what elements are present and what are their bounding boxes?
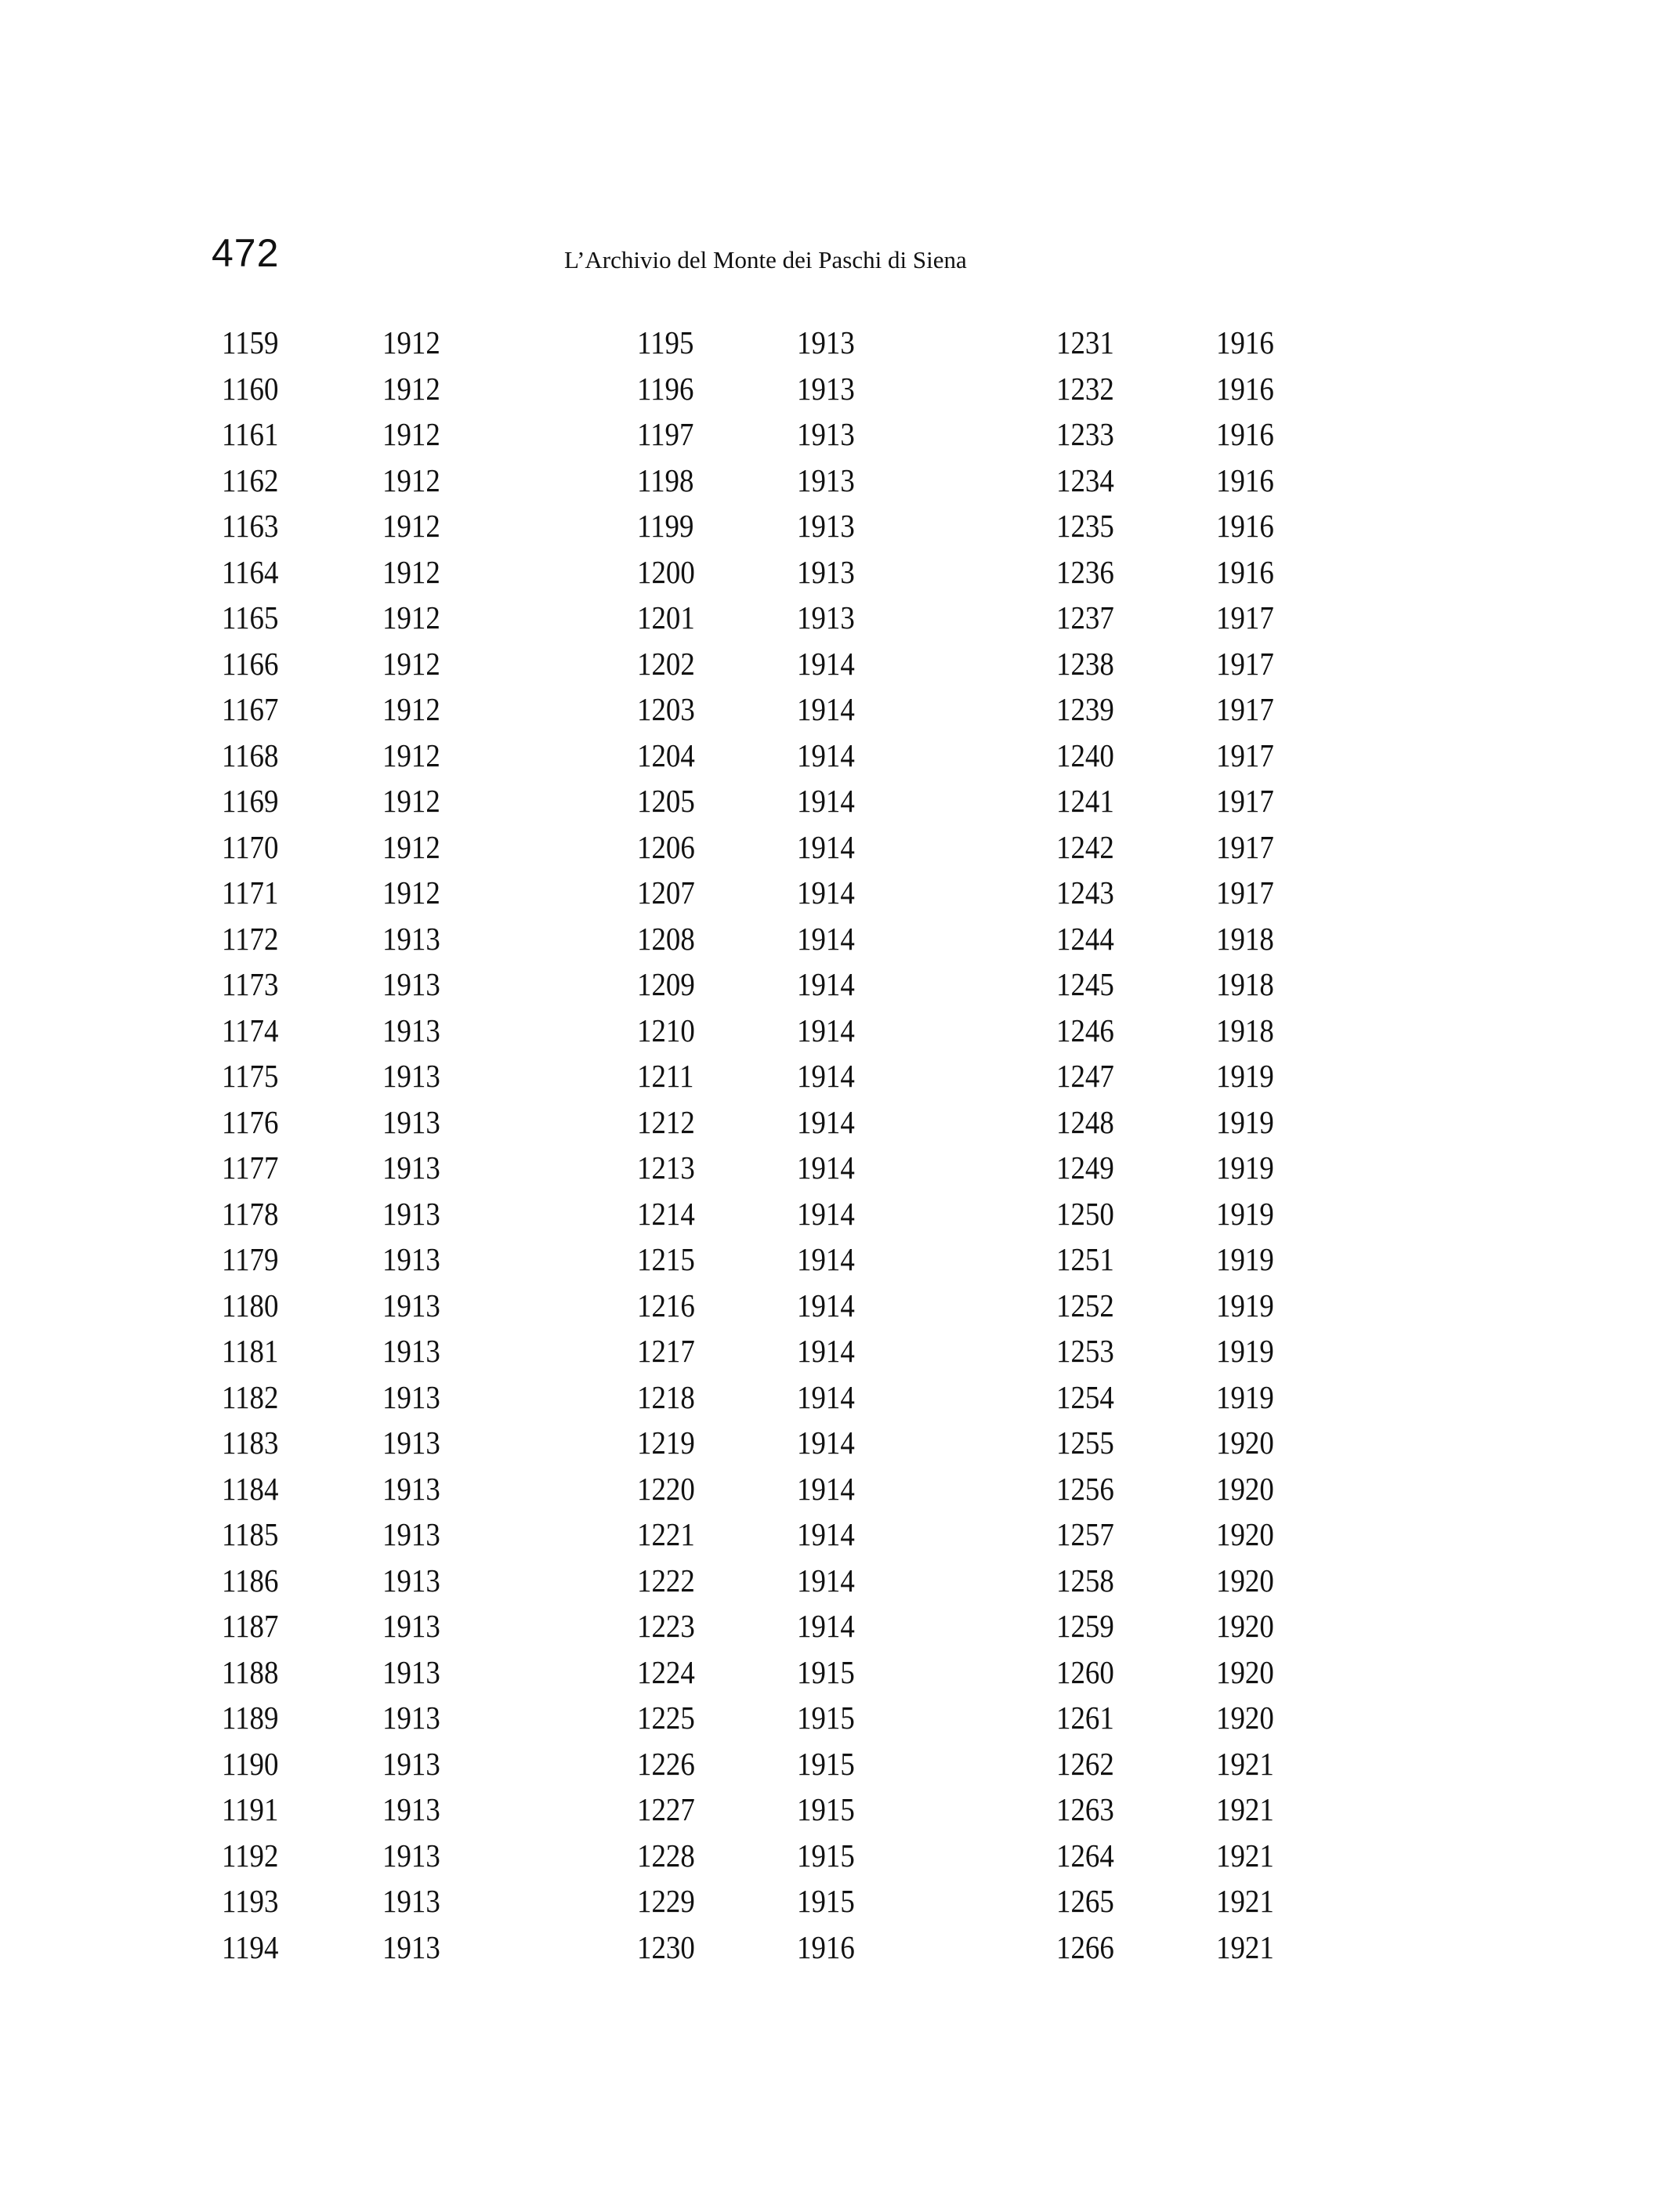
item-year: 1921	[1216, 1929, 1274, 1965]
item-year: 1914	[797, 1516, 855, 1552]
table-row	[0, 1328, 1680, 1374]
item-number: 1199	[637, 508, 694, 544]
item-number: 1233	[1056, 416, 1114, 452]
item-year: 1914	[797, 1287, 855, 1323]
item-number: 1237	[1056, 599, 1114, 635]
item-year: 1921	[1216, 1791, 1274, 1827]
item-number: 1224	[637, 1654, 695, 1690]
item-year: 1916	[797, 1929, 855, 1965]
item-year: 1913	[797, 416, 855, 452]
item-number: 1250	[1056, 1196, 1114, 1232]
item-year: 1913	[797, 371, 855, 407]
item-year: 1914	[797, 874, 855, 911]
table-row	[0, 1191, 1680, 1236]
item-number: 1217	[637, 1333, 695, 1369]
item-number: 1162	[222, 462, 279, 498]
item-year: 1913	[797, 554, 855, 590]
item-year: 1913	[382, 1791, 440, 1827]
item-number: 1259	[1056, 1608, 1114, 1644]
item-number: 1182	[222, 1379, 279, 1415]
item-number: 1262	[1056, 1746, 1114, 1782]
item-year: 1920	[1216, 1562, 1274, 1598]
item-number: 1181	[222, 1333, 279, 1369]
item-number: 1220	[637, 1471, 695, 1507]
item-number: 1173	[222, 966, 279, 1002]
item-year: 1914	[797, 1425, 855, 1461]
item-year: 1917	[1216, 646, 1274, 682]
item-year: 1913	[382, 1196, 440, 1232]
item-number: 1254	[1056, 1379, 1114, 1415]
item-number: 1219	[637, 1425, 695, 1461]
item-number: 1164	[222, 554, 279, 590]
item-year: 1916	[1216, 416, 1274, 452]
item-number: 1183	[222, 1425, 279, 1461]
item-number: 1227	[637, 1791, 695, 1827]
item-number: 1229	[637, 1883, 695, 1919]
table-row	[0, 1787, 1680, 1832]
item-number: 1194	[222, 1929, 279, 1965]
table-row	[0, 595, 1680, 640]
table-row	[0, 366, 1680, 411]
item-number: 1180	[222, 1287, 279, 1323]
item-year: 1912	[382, 324, 440, 360]
table-row	[0, 1558, 1680, 1603]
item-number: 1196	[637, 371, 694, 407]
item-year: 1914	[797, 829, 855, 865]
item-year: 1914	[797, 1471, 855, 1507]
table-row	[0, 1924, 1680, 1970]
item-number: 1200	[637, 554, 695, 590]
item-number: 1168	[222, 737, 279, 773]
item-year: 1919	[1216, 1104, 1274, 1140]
item-year: 1913	[797, 462, 855, 498]
item-number: 1176	[222, 1104, 279, 1140]
item-year: 1913	[797, 508, 855, 544]
item-number: 1192	[222, 1837, 279, 1874]
running-title: L’Archivio del Monte dei Paschi di Siena	[564, 246, 967, 273]
item-year: 1920	[1216, 1471, 1274, 1507]
item-year: 1914	[797, 1608, 855, 1644]
item-year: 1912	[382, 691, 440, 727]
table-row	[0, 1099, 1680, 1145]
item-number: 1231	[1056, 324, 1114, 360]
item-year: 1914	[797, 1241, 855, 1277]
item-number: 1266	[1056, 1929, 1114, 1965]
item-year: 1912	[382, 829, 440, 865]
item-year: 1915	[797, 1700, 855, 1736]
item-number: 1198	[637, 462, 694, 498]
item-number: 1214	[637, 1196, 695, 1232]
item-number: 1236	[1056, 554, 1114, 590]
item-number: 1188	[222, 1654, 279, 1690]
table-row	[0, 411, 1680, 457]
item-year: 1917	[1216, 599, 1274, 635]
item-year: 1913	[382, 1746, 440, 1782]
item-year: 1921	[1216, 1837, 1274, 1874]
item-year: 1914	[797, 783, 855, 819]
item-number: 1160	[222, 371, 279, 407]
page-number: 472	[212, 231, 280, 275]
table-row	[0, 1145, 1680, 1190]
item-number: 1235	[1056, 508, 1114, 544]
item-number: 1244	[1056, 921, 1114, 957]
item-number: 1228	[637, 1837, 695, 1874]
item-number: 1195	[637, 324, 694, 360]
item-year: 1912	[382, 783, 440, 819]
item-number: 1247	[1056, 1058, 1114, 1094]
item-number: 1174	[222, 1012, 279, 1048]
item-year: 1919	[1216, 1058, 1274, 1094]
item-number: 1184	[222, 1471, 279, 1507]
item-year: 1913	[382, 1562, 440, 1598]
item-year: 1913	[382, 1883, 440, 1919]
item-number: 1226	[637, 1746, 695, 1782]
item-number: 1256	[1056, 1471, 1114, 1507]
item-year: 1913	[382, 1333, 440, 1369]
item-number: 1190	[222, 1746, 279, 1782]
item-number: 1166	[222, 646, 279, 682]
table-row	[0, 1053, 1680, 1099]
item-number: 1241	[1056, 783, 1114, 819]
item-year: 1916	[1216, 324, 1274, 360]
item-year: 1912	[382, 554, 440, 590]
item-year: 1916	[1216, 462, 1274, 498]
table-row	[0, 778, 1680, 824]
table-row	[0, 320, 1680, 365]
item-number: 1238	[1056, 646, 1114, 682]
item-year: 1912	[382, 416, 440, 452]
table-row	[0, 1236, 1680, 1282]
item-year: 1913	[382, 1104, 440, 1140]
item-number: 1258	[1056, 1562, 1114, 1598]
item-year: 1914	[797, 646, 855, 682]
item-number: 1218	[637, 1379, 695, 1415]
item-year: 1913	[382, 1471, 440, 1507]
item-number: 1221	[637, 1516, 695, 1552]
item-number: 1186	[222, 1562, 279, 1598]
item-number: 1230	[637, 1929, 695, 1965]
item-number: 1179	[222, 1241, 279, 1277]
table-row	[0, 641, 1680, 686]
item-number: 1170	[222, 829, 279, 865]
item-year: 1912	[382, 508, 440, 544]
item-year: 1917	[1216, 783, 1274, 819]
item-year: 1915	[797, 1883, 855, 1919]
item-number: 1213	[637, 1149, 695, 1186]
table-row	[0, 1741, 1680, 1787]
item-year: 1916	[1216, 371, 1274, 407]
item-year: 1913	[382, 1654, 440, 1690]
item-year: 1913	[382, 966, 440, 1002]
table-row	[0, 824, 1680, 870]
item-number: 1225	[637, 1700, 695, 1736]
item-year: 1913	[382, 1012, 440, 1048]
item-number: 1177	[222, 1149, 279, 1186]
item-year: 1913	[382, 1425, 440, 1461]
item-number: 1222	[637, 1562, 695, 1598]
item-year: 1914	[797, 921, 855, 957]
item-year: 1914	[797, 691, 855, 727]
item-number: 1197	[637, 416, 694, 452]
item-number: 1253	[1056, 1333, 1114, 1369]
item-year: 1914	[797, 1058, 855, 1094]
item-number: 1187	[222, 1608, 279, 1644]
table-row	[0, 1420, 1680, 1465]
item-year: 1919	[1216, 1241, 1274, 1277]
item-year: 1913	[797, 599, 855, 635]
table-row	[0, 1878, 1680, 1924]
item-year: 1913	[382, 1608, 440, 1644]
item-year: 1919	[1216, 1333, 1274, 1369]
item-year: 1920	[1216, 1516, 1274, 1552]
item-number: 1185	[222, 1516, 279, 1552]
item-number: 1243	[1056, 874, 1114, 911]
item-year: 1913	[382, 1837, 440, 1874]
item-year: 1913	[382, 1058, 440, 1094]
item-year: 1917	[1216, 737, 1274, 773]
item-number: 1171	[222, 874, 279, 911]
item-number: 1263	[1056, 1791, 1114, 1827]
item-year: 1913	[382, 1379, 440, 1415]
item-number: 1265	[1056, 1883, 1114, 1919]
item-number: 1165	[222, 599, 279, 635]
table-row	[0, 503, 1680, 548]
table-row	[0, 916, 1680, 961]
item-number: 1248	[1056, 1104, 1114, 1140]
item-number: 1249	[1056, 1149, 1114, 1186]
item-number: 1167	[222, 691, 279, 727]
item-year: 1913	[382, 921, 440, 957]
item-number: 1191	[222, 1791, 279, 1827]
item-year: 1919	[1216, 1379, 1274, 1415]
item-year: 1917	[1216, 829, 1274, 865]
item-number: 1204	[637, 737, 695, 773]
item-year: 1918	[1216, 966, 1274, 1002]
table-row	[0, 1374, 1680, 1420]
table-row	[0, 1603, 1680, 1649]
item-number: 1251	[1056, 1241, 1114, 1277]
item-year: 1918	[1216, 921, 1274, 957]
item-year: 1916	[1216, 508, 1274, 544]
item-number: 1240	[1056, 737, 1114, 773]
item-number: 1212	[637, 1104, 695, 1140]
item-year: 1917	[1216, 874, 1274, 911]
item-number: 1242	[1056, 829, 1114, 865]
table-row	[0, 870, 1680, 915]
table-row	[0, 549, 1680, 595]
item-year: 1912	[382, 874, 440, 911]
item-number: 1172	[222, 921, 279, 957]
item-year: 1918	[1216, 1012, 1274, 1048]
item-year: 1913	[797, 324, 855, 360]
item-year: 1912	[382, 371, 440, 407]
item-number: 1245	[1056, 966, 1114, 1002]
item-year: 1913	[382, 1700, 440, 1736]
item-year: 1914	[797, 1149, 855, 1186]
item-year: 1920	[1216, 1654, 1274, 1690]
item-number: 1255	[1056, 1425, 1114, 1461]
item-year: 1914	[797, 966, 855, 1002]
table-row	[0, 961, 1680, 1007]
item-number: 1159	[222, 324, 279, 360]
item-number: 1239	[1056, 691, 1114, 727]
item-number: 1175	[222, 1058, 279, 1094]
item-year: 1913	[382, 1516, 440, 1552]
item-year: 1919	[1216, 1196, 1274, 1232]
item-number: 1189	[222, 1700, 279, 1736]
item-number: 1234	[1056, 462, 1114, 498]
item-number: 1201	[637, 599, 695, 635]
item-year: 1914	[797, 1562, 855, 1598]
item-number: 1169	[222, 783, 279, 819]
item-number: 1215	[637, 1241, 695, 1277]
item-number: 1193	[222, 1883, 279, 1919]
item-year: 1912	[382, 599, 440, 635]
item-year: 1914	[797, 1196, 855, 1232]
item-year: 1919	[1216, 1287, 1274, 1323]
item-number: 1163	[222, 508, 279, 544]
item-number: 1260	[1056, 1654, 1114, 1690]
item-year: 1913	[382, 1287, 440, 1323]
table-row	[0, 686, 1680, 732]
table-row	[0, 1512, 1680, 1557]
item-year: 1920	[1216, 1608, 1274, 1644]
table-row	[0, 1283, 1680, 1328]
item-number: 1211	[637, 1058, 694, 1094]
table-row	[0, 1649, 1680, 1695]
item-year: 1914	[797, 737, 855, 773]
item-year: 1915	[797, 1837, 855, 1874]
item-number: 1208	[637, 921, 695, 957]
item-year: 1914	[797, 1104, 855, 1140]
item-year: 1914	[797, 1379, 855, 1415]
item-year: 1919	[1216, 1149, 1274, 1186]
table-row	[0, 733, 1680, 778]
item-year: 1912	[382, 737, 440, 773]
item-year: 1912	[382, 462, 440, 498]
item-number: 1216	[637, 1287, 695, 1323]
item-number: 1178	[222, 1196, 279, 1232]
table-row	[0, 1008, 1680, 1053]
item-year: 1915	[797, 1654, 855, 1690]
item-number: 1209	[637, 966, 695, 1002]
item-number: 1203	[637, 691, 695, 727]
item-number: 1257	[1056, 1516, 1114, 1552]
item-year: 1917	[1216, 691, 1274, 727]
item-number: 1210	[637, 1012, 695, 1048]
item-year: 1921	[1216, 1883, 1274, 1919]
item-number: 1223	[637, 1608, 695, 1644]
item-number: 1252	[1056, 1287, 1114, 1323]
table-row	[0, 1466, 1680, 1512]
item-number: 1246	[1056, 1012, 1114, 1048]
item-number: 1232	[1056, 371, 1114, 407]
item-number: 1205	[637, 783, 695, 819]
table-row	[0, 1833, 1680, 1878]
table-row	[0, 1695, 1680, 1740]
item-year: 1912	[382, 646, 440, 682]
item-year: 1921	[1216, 1746, 1274, 1782]
item-year: 1914	[797, 1333, 855, 1369]
item-year: 1914	[797, 1012, 855, 1048]
item-year: 1916	[1216, 554, 1274, 590]
item-year: 1920	[1216, 1425, 1274, 1461]
item-year: 1915	[797, 1791, 855, 1827]
item-number: 1202	[637, 646, 695, 682]
item-number: 1207	[637, 874, 695, 911]
item-number: 1264	[1056, 1837, 1114, 1874]
item-year: 1913	[382, 1149, 440, 1186]
item-number: 1161	[222, 416, 279, 452]
item-year: 1913	[382, 1929, 440, 1965]
item-number: 1261	[1056, 1700, 1114, 1736]
item-number: 1206	[637, 829, 695, 865]
item-year: 1913	[382, 1241, 440, 1277]
table-row	[0, 458, 1680, 503]
item-year: 1915	[797, 1746, 855, 1782]
item-year: 1920	[1216, 1700, 1274, 1736]
